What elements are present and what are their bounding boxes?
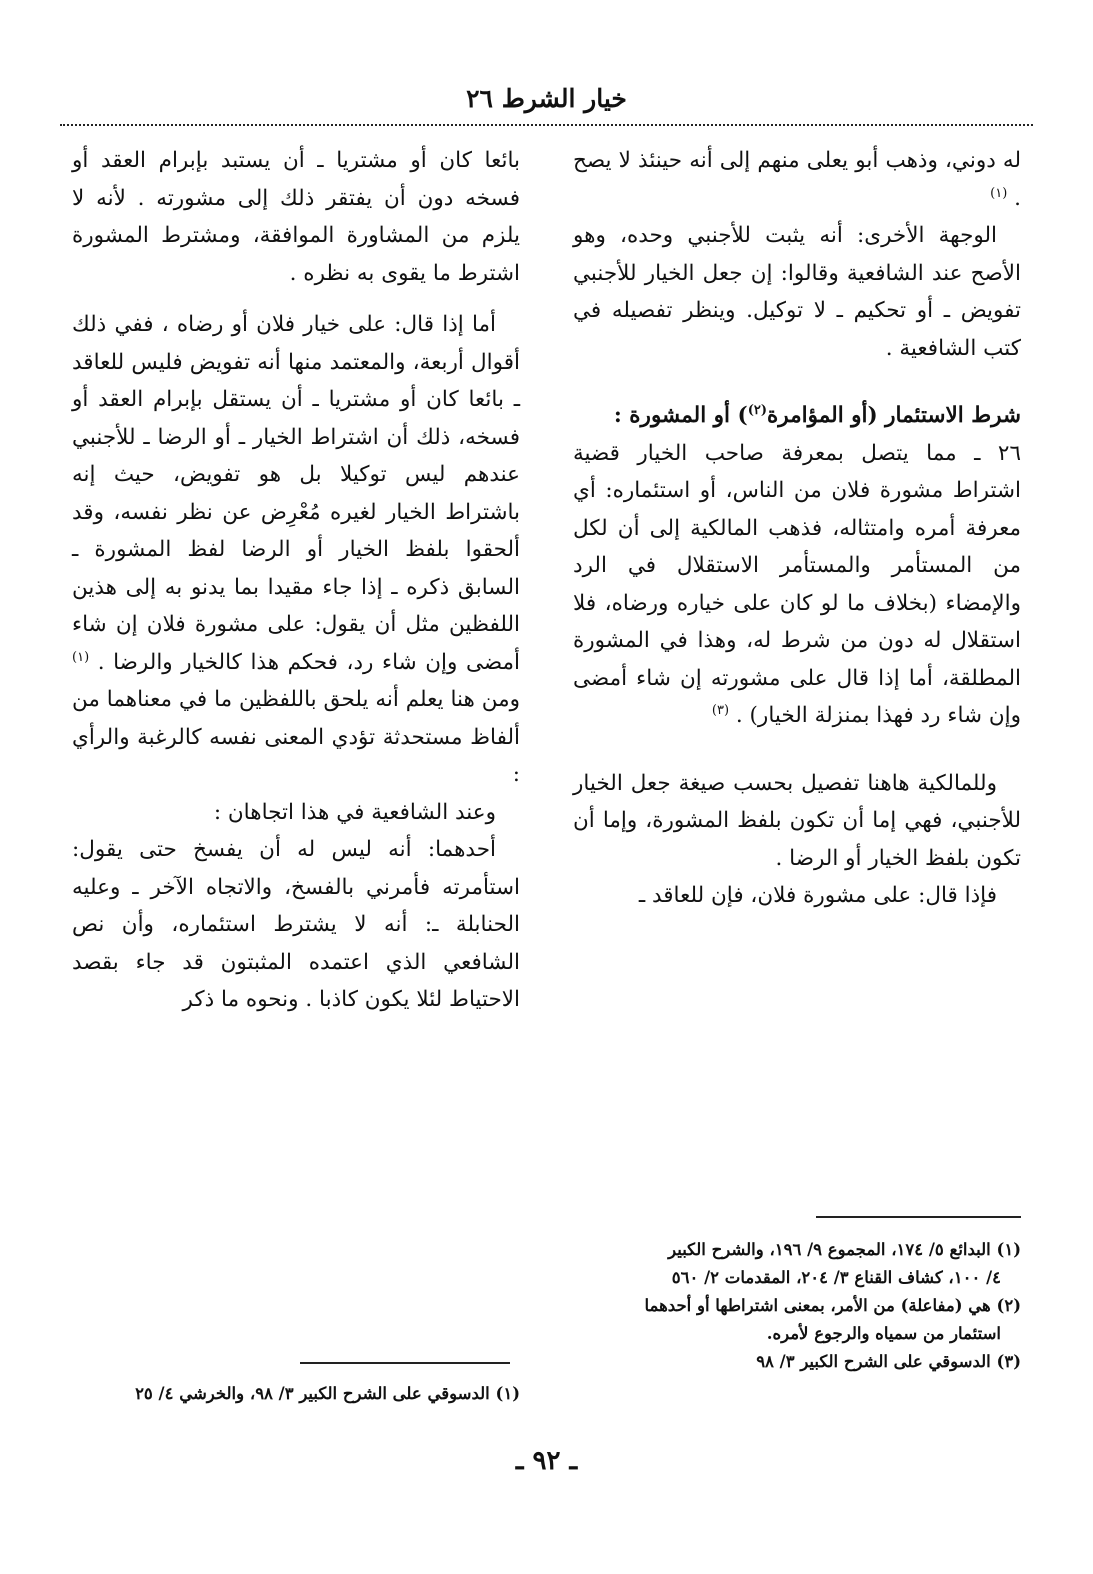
footnote-1: (١) البدائع ٥/ ١٧٤، المجموع ٩/ ١٩٦، والشرح الكبير	[668, 1240, 1021, 1259]
left-column	[72, 142, 520, 1019]
right-paragraph-4: وللمالكية هاهنا تفصيل بحسب صيغة جعل الخيار للأجنبي، فهي إما أن تكون بلفظ المشورة، وإما أن تكون بلفظ الخيار أو الرضا .	[573, 770, 1021, 871]
footnote-ref-3: (٣)	[711, 702, 730, 718]
footnote-2-cont: استئمار من سمياه والرجوع لأمره.	[766, 1324, 1001, 1343]
right-column	[573, 142, 1021, 915]
right-paragraph-1: له دوني، وذهب أبو يعلى منهم إلى أنه حينئذ لا يصح . $^{(١)}$	[573, 148, 1021, 211]
right-paragraph-3: ٢٦ ـ مما يتصل بمعرفة صاحب الخيار قضية اشتراط مشورة فلان من الناس، أو استئماره: أي معرفة أمره وامتثاله، فذهب المالكية إلى أن لكل من المستأمر والمستأمر الاستقلال في الرد والإمضاء (بخلاف ما لو كان على خياره ورضاه، فلا استقلال له دون من شرط له، وهذا في المشورة المطلقة، أما إذا قال على مشورته إن شاء أمضى وإن شاء رد فهذا بمنزلة الخيار) . $^{(٣)}$	[573, 440, 1021, 728]
footnote-rule-right	[816, 1216, 1021, 1218]
footnote-3: (٣) الدسوقي على الشرح الكبير ٣/ ٩٨	[756, 1352, 1021, 1371]
left-paragraph-1: بائعا كان أو مشتريا ـ أن يستبد بإبرام العقد أو فسخه دون أن يفتقر ذلك إلى مشورته . لأنه لا يلزم من المشاورة الموافقة، ومشترط المشورة اشترط ما يقوى به نظره .	[72, 148, 520, 286]
left-paragraph-4: أحدهما: أنه ليس له أن يفسخ حتى يقول: استأمرته فأمرني بالفسخ، والاتجاه الآخر ـ وعليه الحنابلة ـ: أنه لا يشترط استئماره، وأن نص الشافعي الذي اعتمده المثبتون قد جاء بقصد الاحتياط لئلا يكون كاذبا . ونحوه ما ذكر	[72, 837, 520, 1012]
running-title: خيار الشرط ٢٦	[466, 84, 627, 113]
right-paragraph-2: الوجهة الأخرى: أنه يثبت للأجنبي وحده، وهو الأصح عند الشافعية وقالوا: إن جعل الخيار للأجنبي تفويض ـ أو تحكيم ـ لا توكيل. وينظر تفصيله في كتب الشافعية .	[573, 223, 1021, 361]
footnote-left-1: (١) الدسوقي على الشرح الكبير ٣/ ٩٨، والخرشي ٤/ ٢٥	[135, 1384, 520, 1403]
footnote-2: (٢) هي (مفاعلة) من الأمر، بمعنى اشتراطها أو أحدهما	[644, 1296, 1021, 1315]
right-paragraph-5: فإذا قال: على مشورة فلان، فإن للعاقد ـ	[638, 883, 997, 908]
footnotes-left	[72, 1380, 520, 1408]
footnote-rule-left	[300, 1362, 510, 1364]
footnotes-right	[573, 1236, 1021, 1376]
footnote-ref-left-1: (١)	[72, 649, 90, 665]
footnote-1-cont: ٤/ ١٠٠، كشاف القناع ٣/ ٢٠٤، المقدمات ٢/ ٥٦٠	[671, 1268, 1001, 1287]
left-paragraph-3: وعند الشافعية في هذا اتجاهان :	[213, 799, 496, 825]
footnote-ref-2: (٢)	[747, 402, 767, 418]
page-number: ـ ٩٢ ـ	[515, 1446, 578, 1476]
footnote-ref-1: (١)	[990, 185, 1008, 201]
left-paragraph-2: أما إذا قال: على خيار فلان أو رضاه ، ففي ذلك أقوال أربعة، والمعتمد منها أنه تفويض فليس للعاقد ـ بائعا كان أو مشتريا ـ أن يستقل بإبرام العقد أو فسخه، ذلك أن اشتراط الخيار ـ أو الرضا ـ للأجنبي عندهم ليس توكيلا بل هو تفويض، حيث إنه باشتراط الخيار لغيره مُعْرِض عن نظر نفسه، وقد ألحقوا بلفظ الخيار أو الرضا لفظ المشورة ـ السابق ذكره ـ إذا جاء مقيدا بما يدنو به إلى هذين اللفظين مثل أن يقول: على مشورة فلان إن شاء أمضى وإن شاء رد، فحكم هذا كالخيار والرضا . $^{(١)}$ ومن هنا يعلم أنه يلحق باللفظين ما في معناهما من ألفاظ مستحدثة تؤدي المعنى نفسه كالرغبة والرأي :	[72, 312, 520, 787]
header-dotted-rule	[60, 124, 1033, 126]
section-heading: شرط الاستئمار (أو المؤامرة$^{(٢)}$) أو المشورة :	[613, 402, 1021, 428]
